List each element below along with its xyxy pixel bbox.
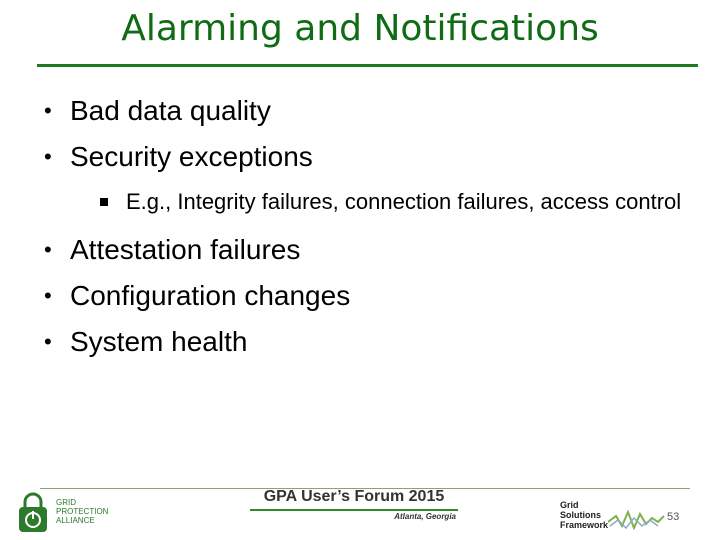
bullet-item: • Security exceptions (44, 141, 313, 172)
forum-underline (250, 509, 458, 511)
lock-logo-icon (16, 492, 50, 534)
forum-location: Atlanta, Georgia (394, 512, 456, 521)
gpa-logo-text: GRID PROTECTION ALLIANCE (56, 498, 109, 525)
page-number: 53 (667, 511, 680, 523)
bullet-item: • Attestation failures (44, 234, 301, 265)
square-bullet-icon (100, 198, 108, 206)
bullet-list (44, 88, 686, 365)
slide-title: Alarming and Notifications (121, 8, 599, 49)
grid-protection-alliance-logo (16, 492, 126, 536)
bullet-item: • System health (44, 326, 248, 357)
forum-title: GPA User’s Forum 2015 (263, 488, 445, 505)
forum-banner (248, 488, 460, 528)
grid-solutions-framework-logo (560, 500, 670, 536)
bullet-item: • Bad data quality (44, 95, 271, 126)
sub-bullet-item: E.g., Integrity failures, connection failures, access control (100, 186, 686, 217)
wave-logo-icon (608, 506, 666, 534)
bullet-item: • Configuration changes (44, 280, 351, 311)
title-divider (37, 64, 698, 67)
gsf-logo-text: Grid Solutions Framework (560, 500, 609, 530)
